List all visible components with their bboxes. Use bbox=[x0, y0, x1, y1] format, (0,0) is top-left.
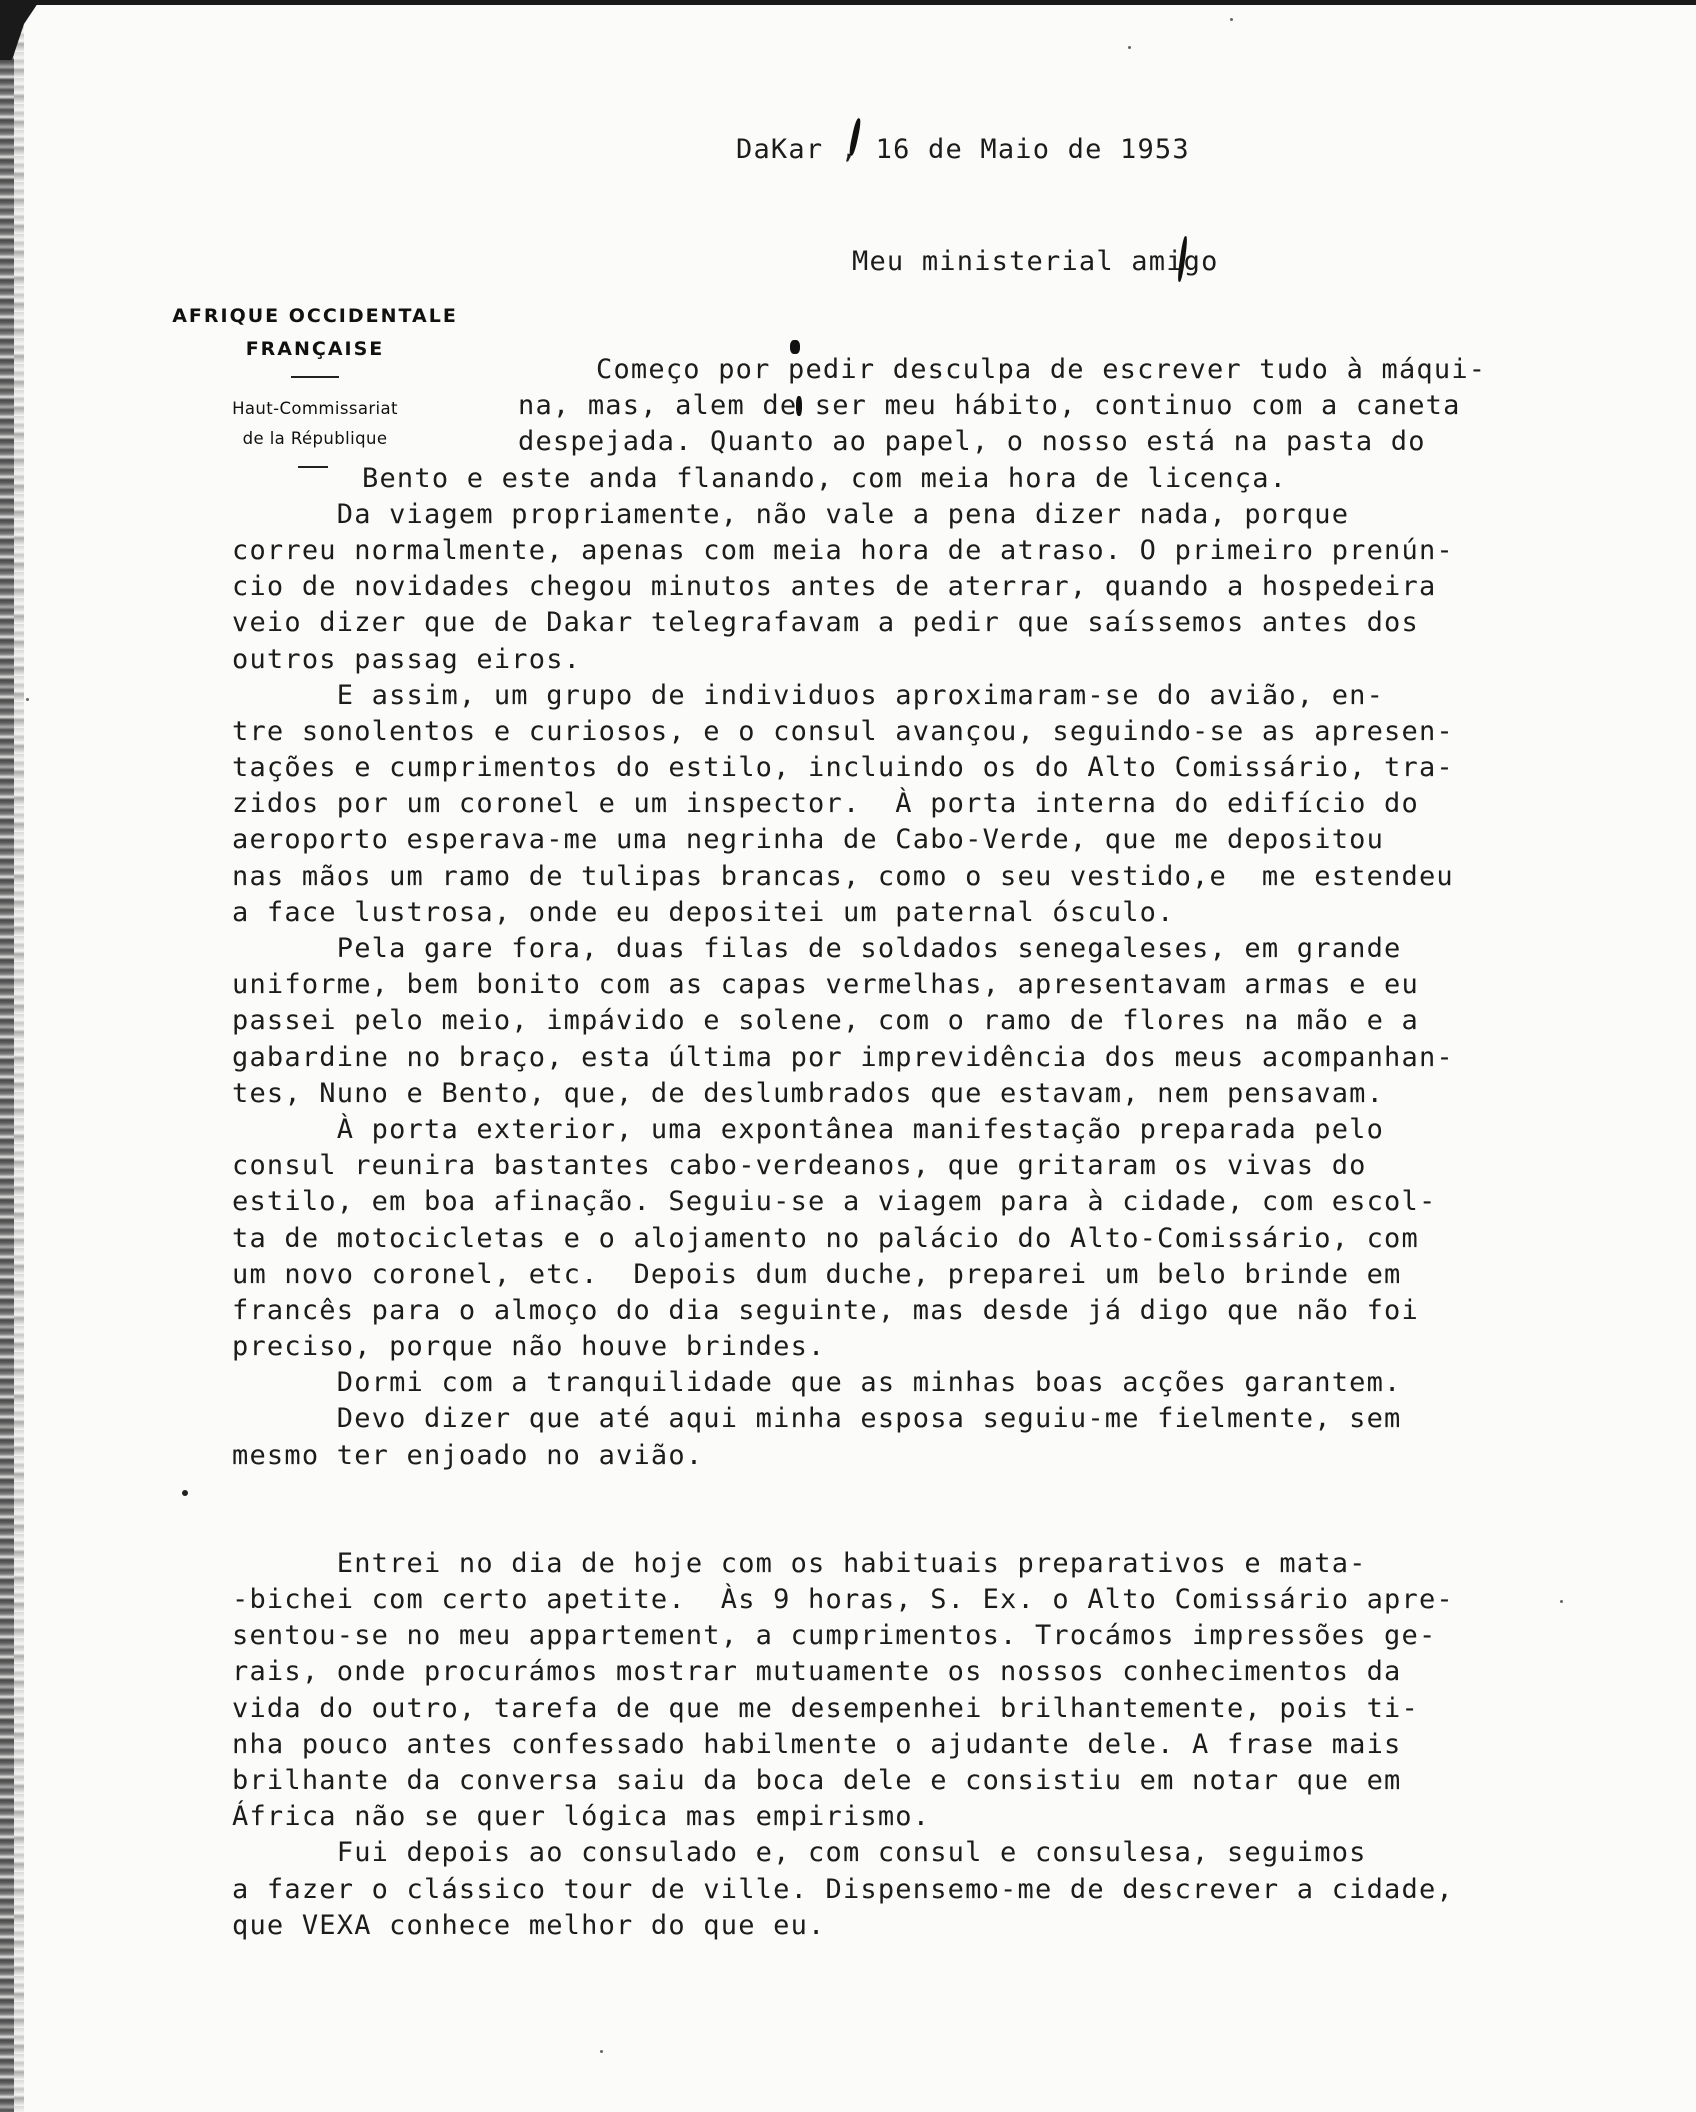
text-line: nas mãos um ramo de tulipas brancas, como o seu vestido,e me estendeu bbox=[232, 860, 1454, 892]
text-line: zidos por um coronel e um inspector. À porta interna do edifício do bbox=[232, 788, 1419, 820]
text-line: ta de motocicletas e o alojamento no palácio do Alto-Comissário, com bbox=[232, 1222, 1419, 1254]
paragraph-9 bbox=[232, 1835, 1672, 1944]
letterhead-title-2: FRANÇAISE bbox=[245, 338, 385, 360]
scan-dot bbox=[182, 1490, 188, 1496]
text-line: E assim, um grupo de individuos aproximaram-se do avião, en- bbox=[232, 679, 1385, 711]
text-line: veio dizer que de Dakar telegrafavam a pedir que saíssemos antes dos bbox=[232, 607, 1419, 639]
text-line: rais, onde procurámos mostrar mutuamente os nossos conhecimentos da bbox=[232, 1656, 1402, 1688]
text-line: brilhante da conversa saiu da boca dele e consistiu em notar que em bbox=[232, 1764, 1402, 1796]
text-line: tes, Nuno e Bento, que, de deslumbrados que estavam, nem pensavam. bbox=[232, 1077, 1385, 1109]
letterhead-republic: de la République bbox=[242, 429, 388, 448]
paragraph-8 bbox=[232, 1546, 1672, 1836]
text-line: estilo, em boa afinação. Seguiu-se a viagem para à cidade, com escol- bbox=[232, 1186, 1437, 1218]
text-line: a fazer o clássico tour de ville. Dispensemo-me de descrever a cidade, bbox=[232, 1873, 1454, 1905]
text-line: um novo coronel, etc. Depois dum duche, preparei um belo brinde em bbox=[232, 1258, 1402, 1290]
scan-speck bbox=[1560, 1600, 1563, 1603]
paragraph-4 bbox=[232, 931, 1672, 1112]
scan-speck bbox=[600, 2050, 603, 2053]
letter-body bbox=[232, 352, 1672, 1944]
paragraph-gap bbox=[232, 1510, 1672, 1546]
salutation: Meu ministerial amigo bbox=[852, 246, 1219, 277]
text-line: a face lustrosa, onde eu depositei um paternal ósculo. bbox=[232, 896, 1175, 928]
paragraph-gap bbox=[232, 1474, 1672, 1510]
text-line: correu normalmente, apenas com meia hora de atraso. O primeiro prenún- bbox=[232, 534, 1454, 566]
text-line: uniforme, bem bonito com as capas vermelhas, apresentavam armas e eu bbox=[232, 969, 1419, 1001]
letterhead-office: Haut-Commissariat bbox=[232, 399, 398, 418]
text-line: consul reunira bastantes cabo-verdeanos, que gritaram os vivas do bbox=[232, 1150, 1367, 1182]
text-line: Da viagem propriamente, não vale a pena dizer nada, porque bbox=[232, 498, 1350, 530]
scan-left-edge bbox=[0, 0, 14, 2112]
text-line: francês para o almoço do dia seguinte, mas desde já digo que não foi bbox=[232, 1294, 1419, 1326]
scan-speck bbox=[1128, 46, 1131, 49]
text-line: Fui depois ao consulado e, com consul e consulesa, seguimos bbox=[232, 1837, 1367, 1869]
text-line: que VEXA conhece melhor do que eu. bbox=[232, 1909, 826, 1941]
text-line: despejada. Quanto ao papel, o nosso está na pasta do bbox=[518, 426, 1426, 458]
text-line: Pela gare fora, duas filas de soldados senegaleses, em grande bbox=[232, 933, 1402, 964]
text-line: -bichei com certo apetite. Às 9 horas, S. Ex. o Alto Comissário apre- bbox=[232, 1584, 1454, 1615]
scan-speck bbox=[26, 698, 29, 701]
paragraph-6 bbox=[232, 1365, 1672, 1401]
paragraph-3 bbox=[232, 678, 1672, 931]
text-line: Começo por pedir desculpa de escrever tudo à máqui- bbox=[596, 354, 1487, 385]
paragraph-7 bbox=[232, 1401, 1672, 1473]
paragraph-1 bbox=[232, 352, 1672, 497]
text-line: África não se quer lógica mas empirismo. bbox=[232, 1801, 931, 1833]
scan-top-edge bbox=[0, 0, 1696, 5]
text-line: gabardine no braço, esta última por imprevidência dos meus acompanhan- bbox=[232, 1041, 1454, 1073]
paragraph-2 bbox=[232, 497, 1672, 678]
text-line: outros passag eiros. bbox=[232, 643, 582, 675]
text-line: preciso, porque não houve brindes. bbox=[232, 1331, 826, 1363]
text-line: Dormi com a tranquilidade que as minhas boas acções garantem. bbox=[232, 1367, 1402, 1399]
text-line: na, mas, alem de ser meu hábito, continuo com a caneta bbox=[518, 390, 1461, 422]
text-line: nha pouco antes confessado habilmente o ajudante dele. A frase mais bbox=[232, 1728, 1402, 1760]
text-line: Entrei no dia de hoje com os habituais preparativos e mata- bbox=[232, 1547, 1367, 1579]
text-line: passei pelo meio, impávido e solene, com o ramo de flores na mão e a bbox=[232, 1005, 1419, 1037]
text-line: mesmo ter enjoado no avião. bbox=[232, 1439, 704, 1471]
text-line: tações e cumprimentos do estilo, incluindo os do Alto Comissário, tra- bbox=[232, 752, 1454, 784]
date-line: DaKar , 16 de Maio de 1953 bbox=[736, 134, 1190, 165]
text-line: tre sonolentos e curiosos, e o consul avançou, seguindo-se as apresen- bbox=[232, 715, 1454, 747]
scan-speck bbox=[1230, 18, 1233, 21]
paragraph-5 bbox=[232, 1112, 1672, 1365]
scan-left-edge-shadow bbox=[14, 0, 24, 2112]
letterhead-title: AFRIQUE OCCIDENTALE bbox=[172, 305, 458, 327]
text-line: cio de novidades chegou minutos antes de aterrar, quando a hospedeira bbox=[232, 571, 1437, 603]
text-line: sentou-se no meu appartement, a cumprimentos. Trocámos impressões ge- bbox=[232, 1620, 1437, 1652]
text-line: Bento e este anda flanando, com meia hora de licença. bbox=[362, 462, 1288, 494]
text-line: aeroporto esperava-me uma negrinha de Cabo-Verde, que me depositou bbox=[232, 824, 1385, 856]
text-line: À porta exterior, uma expontânea manifestação preparada pelo bbox=[232, 1113, 1385, 1145]
text-line: Devo dizer que até aqui minha esposa seguiu-me fielmente, sem bbox=[232, 1403, 1402, 1435]
text-line: vida do outro, tarefa de que me desempenhei brilhantemente, pois ti- bbox=[232, 1692, 1419, 1724]
